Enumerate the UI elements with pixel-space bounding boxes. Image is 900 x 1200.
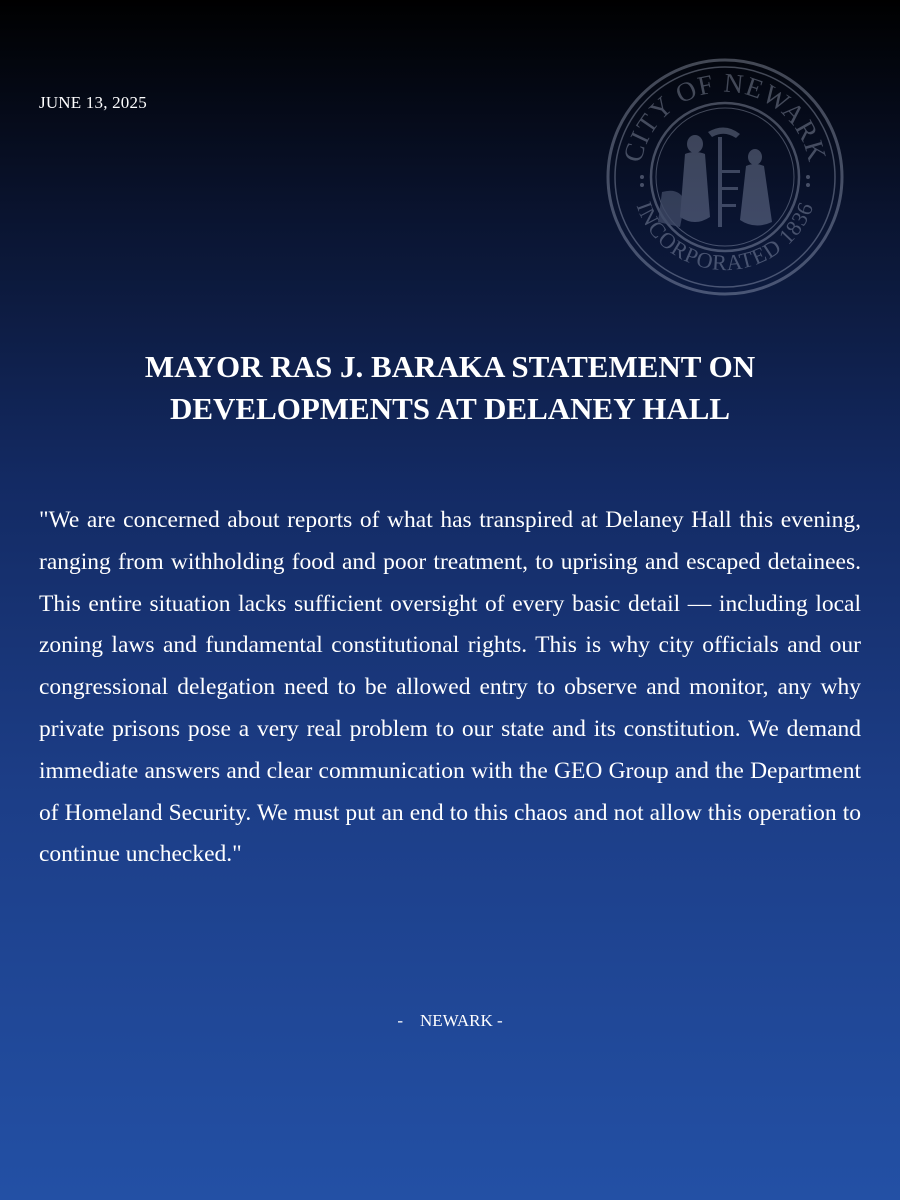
city-seal-icon [600,52,850,302]
statement-body: "We are concerned about reports of what has transpired at Delaney Hall this evening, ranging from withholding food and poor treatment, to uprising and escaped detainees. This entire situation lacks sufficient oversight of every basic detail — including local zoning laws and fundamental constitutional rights. This is why city officials and our congressional delegation need to be allowed entry to observe and monitor, any why private prisons pose a very real problem to our state and its constitution. We demand immediate answers and clear communication with the GEO Group and the Department of Homeland Security. We must put an end to this chaos and not allow this operation to continue unchecked." [39,507,861,868]
statement-title: MAYOR RAS J. BARAKA STATEMENT ON DEVELOPMENTS AT DELANEY HALL [144,349,756,426]
seal-top-text: CITY OF NEWARK [617,67,833,166]
signoff: - NEWARK - [397,1011,503,1030]
date-line: JUNE 13, 2025 [39,93,147,112]
seal-bottom-text: INCORPORATED 1836 [631,198,819,276]
